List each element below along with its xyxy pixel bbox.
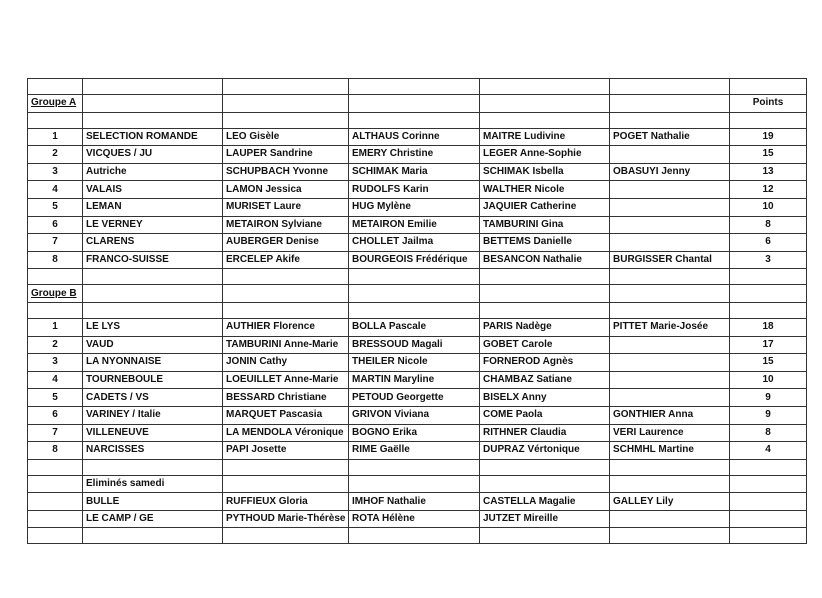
empty-cell	[349, 528, 480, 544]
points-cell: 18	[730, 318, 807, 336]
team-cell: LE LYS	[83, 318, 223, 336]
points-cell: 9	[730, 389, 807, 407]
player-cell: SCHMHL Martine	[610, 442, 730, 460]
team-cell: SELECTION ROMANDE	[83, 128, 223, 146]
player-cell: PETOUD Georgette	[349, 389, 480, 407]
player-cell: PARIS Nadège	[480, 318, 610, 336]
rank-cell: 3	[28, 163, 83, 181]
table-row	[28, 493, 807, 511]
player-cell: IMHOF Nathalie	[349, 493, 480, 511]
table-row	[28, 354, 807, 372]
empty-cell	[349, 112, 480, 128]
rank-cell: 7	[28, 424, 83, 442]
empty-cell	[223, 285, 349, 303]
player-cell: FORNEROD Agnès	[480, 354, 610, 372]
player-cell: TAMBURINI Gina	[480, 216, 610, 234]
rank-cell: 6	[28, 406, 83, 424]
player-cell: ERCELEP Akife	[223, 251, 349, 269]
team-cell: VILLENEUVE	[83, 424, 223, 442]
player-cell	[610, 336, 730, 354]
empty-cell	[28, 459, 83, 475]
player-cell: SCHUPBACH Yvonne	[223, 163, 349, 181]
team-cell: VARINEY / Italie	[83, 406, 223, 424]
points-cell: 3	[730, 251, 807, 269]
points-cell: 15	[730, 354, 807, 372]
empty-cell	[480, 112, 610, 128]
table-row	[28, 234, 807, 252]
empty-cell	[223, 459, 349, 475]
player-cell: METAIRON Sylviane	[223, 216, 349, 234]
empty-cell	[610, 95, 730, 113]
player-cell: AUBERGER Denise	[223, 234, 349, 252]
points-cell: 10	[730, 371, 807, 389]
group-header-row	[28, 285, 807, 303]
empty-cell	[223, 528, 349, 544]
points-header: Points	[730, 95, 807, 113]
player-cell: MARTIN Maryline	[349, 371, 480, 389]
empty-cell	[83, 95, 223, 113]
points-cell: 10	[730, 198, 807, 216]
player-cell: JAQUIER Catherine	[480, 198, 610, 216]
empty-cell	[349, 285, 480, 303]
rank-cell: 1	[28, 318, 83, 336]
player-cell: BOGNO Erika	[349, 424, 480, 442]
team-cell: VALAIS	[83, 181, 223, 199]
empty-cell	[223, 475, 349, 493]
empty-cell	[83, 528, 223, 544]
player-cell	[610, 389, 730, 407]
player-cell: BESSARD Christiane	[223, 389, 349, 407]
empty-cell	[223, 79, 349, 95]
player-cell: HUG Mylène	[349, 198, 480, 216]
spacer-row	[28, 459, 807, 475]
rank-cell: 7	[28, 234, 83, 252]
player-cell: SCHIMAK Maria	[349, 163, 480, 181]
empty-cell	[28, 112, 83, 128]
points-cell: 8	[730, 216, 807, 234]
empty-cell	[349, 302, 480, 318]
team-cell: VAUD	[83, 336, 223, 354]
player-cell	[610, 510, 730, 528]
rank-cell: 2	[28, 146, 83, 164]
player-cell: BESANCON Nathalie	[480, 251, 610, 269]
empty-cell	[83, 459, 223, 475]
empty-cell	[28, 475, 83, 493]
spacer-row	[28, 269, 807, 285]
empty-cell	[610, 269, 730, 285]
empty-cell	[28, 302, 83, 318]
table-row	[28, 336, 807, 354]
empty-cell	[223, 269, 349, 285]
empty-cell	[610, 302, 730, 318]
points-header	[730, 285, 807, 303]
team-cell: FRANCO-SUISSE	[83, 251, 223, 269]
table-row	[28, 510, 807, 528]
player-cell: CHOLLET Jailma	[349, 234, 480, 252]
player-cell: BRESSOUD Magali	[349, 336, 480, 354]
player-cell: RUDOLFS Karin	[349, 181, 480, 199]
player-cell: GALLEY Lily	[610, 493, 730, 511]
player-cell: LEGER Anne-Sophie	[480, 146, 610, 164]
rank-cell: 8	[28, 442, 83, 460]
empty-cell	[730, 493, 807, 511]
empty-cell	[480, 475, 610, 493]
empty-cell	[610, 285, 730, 303]
player-cell: DUPRAZ Vértonique	[480, 442, 610, 460]
table-row	[28, 146, 807, 164]
empty-cell	[730, 269, 807, 285]
empty-cell	[610, 528, 730, 544]
rank-cell: 5	[28, 198, 83, 216]
team-cell: LE VERNEY	[83, 216, 223, 234]
team-cell: Autriche	[83, 163, 223, 181]
group-title: Groupe B	[28, 285, 83, 303]
team-cell: LEMAN	[83, 198, 223, 216]
team-cell: VICQUES / JU	[83, 146, 223, 164]
empty-cell	[28, 528, 83, 544]
eliminated-title: Eliminés samedi	[83, 475, 223, 493]
table-row	[28, 389, 807, 407]
points-cell: 6	[730, 234, 807, 252]
empty-cell	[480, 528, 610, 544]
table-row	[28, 128, 807, 146]
spacer-row	[28, 79, 807, 95]
player-cell: BOLLA Pascale	[349, 318, 480, 336]
rank-cell: 3	[28, 354, 83, 372]
empty-cell	[349, 95, 480, 113]
empty-cell	[223, 112, 349, 128]
empty-cell	[610, 459, 730, 475]
player-cell: JONIN Cathy	[223, 354, 349, 372]
table-row	[28, 163, 807, 181]
group-title: Groupe A	[28, 95, 83, 113]
empty-cell	[28, 510, 83, 528]
empty-cell	[28, 493, 83, 511]
player-cell: TAMBURINI Anne-Marie	[223, 336, 349, 354]
team-cell: NARCISSES	[83, 442, 223, 460]
player-cell: LAUPER Sandrine	[223, 146, 349, 164]
empty-cell	[730, 475, 807, 493]
results-table	[27, 78, 807, 544]
points-cell: 13	[730, 163, 807, 181]
points-cell: 8	[730, 424, 807, 442]
points-cell: 15	[730, 146, 807, 164]
team-cell: LE CAMP / GE	[83, 510, 223, 528]
player-cell: PYTHOUD Marie-Thérèse	[223, 510, 349, 528]
player-cell: BURGISSER Chantal	[610, 251, 730, 269]
player-cell: ALTHAUS Corinne	[349, 128, 480, 146]
table-row	[28, 251, 807, 269]
rank-cell: 8	[28, 251, 83, 269]
player-cell: METAIRON Emilie	[349, 216, 480, 234]
table-row	[28, 424, 807, 442]
empty-cell	[730, 112, 807, 128]
player-cell: VERI Laurence	[610, 424, 730, 442]
player-cell: LA MENDOLA Véronique	[223, 424, 349, 442]
player-cell: LOEUILLET Anne-Marie	[223, 371, 349, 389]
empty-cell	[83, 112, 223, 128]
player-cell: PITTET Marie-Josée	[610, 318, 730, 336]
empty-cell	[480, 95, 610, 113]
player-cell: GRIVON Viviana	[349, 406, 480, 424]
empty-cell	[83, 79, 223, 95]
empty-cell	[480, 302, 610, 318]
empty-cell	[83, 285, 223, 303]
player-cell	[610, 181, 730, 199]
player-cell: EMERY Christine	[349, 146, 480, 164]
results-body	[28, 79, 807, 544]
player-cell: MAITRE Ludivine	[480, 128, 610, 146]
player-cell: ROTA Hélène	[349, 510, 480, 528]
empty-cell	[610, 112, 730, 128]
player-cell: BOURGEOIS Frédérique	[349, 251, 480, 269]
empty-cell	[83, 302, 223, 318]
empty-cell	[223, 95, 349, 113]
points-cell: 19	[730, 128, 807, 146]
team-cell: TOURNEBOULE	[83, 371, 223, 389]
player-cell: RITHNER Claudia	[480, 424, 610, 442]
team-cell: CLARENS	[83, 234, 223, 252]
player-cell: SCHIMAK Isbella	[480, 163, 610, 181]
spacer-row	[28, 528, 807, 544]
empty-cell	[223, 302, 349, 318]
player-cell: AUTHIER Florence	[223, 318, 349, 336]
points-cell: 9	[730, 406, 807, 424]
player-cell	[610, 371, 730, 389]
player-cell	[610, 216, 730, 234]
player-cell: CHAMBAZ Satiane	[480, 371, 610, 389]
player-cell	[610, 234, 730, 252]
empty-cell	[730, 302, 807, 318]
player-cell: MARQUET Pascasia	[223, 406, 349, 424]
player-cell: THEILER Nicole	[349, 354, 480, 372]
player-cell	[610, 198, 730, 216]
points-cell: 17	[730, 336, 807, 354]
rank-cell: 1	[28, 128, 83, 146]
player-cell: WALTHER Nicole	[480, 181, 610, 199]
table-row	[28, 318, 807, 336]
player-cell: POGET Nathalie	[610, 128, 730, 146]
table-row	[28, 371, 807, 389]
player-cell	[610, 354, 730, 372]
empty-cell	[610, 79, 730, 95]
eliminated-header-row	[28, 475, 807, 493]
rank-cell: 4	[28, 181, 83, 199]
empty-cell	[349, 475, 480, 493]
empty-cell	[28, 79, 83, 95]
player-cell: JUTZET Mireille	[480, 510, 610, 528]
player-cell: LEO Gisèle	[223, 128, 349, 146]
empty-cell	[83, 269, 223, 285]
player-cell: RIME Gaëlle	[349, 442, 480, 460]
rank-cell: 2	[28, 336, 83, 354]
player-cell: COME Paola	[480, 406, 610, 424]
empty-cell	[28, 269, 83, 285]
group-header-row	[28, 95, 807, 113]
rank-cell: 4	[28, 371, 83, 389]
table-row	[28, 181, 807, 199]
empty-cell	[480, 269, 610, 285]
empty-cell	[730, 79, 807, 95]
empty-cell	[349, 269, 480, 285]
rank-cell: 5	[28, 389, 83, 407]
player-cell	[610, 146, 730, 164]
points-cell: 4	[730, 442, 807, 460]
team-cell: BULLE	[83, 493, 223, 511]
empty-cell	[730, 459, 807, 475]
spacer-row	[28, 302, 807, 318]
empty-cell	[730, 510, 807, 528]
table-row	[28, 406, 807, 424]
table-row	[28, 442, 807, 460]
player-cell: BISELX Anny	[480, 389, 610, 407]
player-cell: LAMON Jessica	[223, 181, 349, 199]
points-cell: 12	[730, 181, 807, 199]
team-cell: CADETS / VS	[83, 389, 223, 407]
player-cell: GONTHIER Anna	[610, 406, 730, 424]
player-cell: MURISET Laure	[223, 198, 349, 216]
empty-cell	[480, 285, 610, 303]
empty-cell	[349, 459, 480, 475]
player-cell: BETTEMS Danielle	[480, 234, 610, 252]
player-cell: PAPI Josette	[223, 442, 349, 460]
player-cell: GOBET Carole	[480, 336, 610, 354]
player-cell: RUFFIEUX Gloria	[223, 493, 349, 511]
empty-cell	[480, 79, 610, 95]
empty-cell	[349, 79, 480, 95]
team-cell: LA NYONNAISE	[83, 354, 223, 372]
table-row	[28, 216, 807, 234]
table-row	[28, 198, 807, 216]
rank-cell: 6	[28, 216, 83, 234]
empty-cell	[610, 475, 730, 493]
player-cell: CASTELLA Magalie	[480, 493, 610, 511]
empty-cell	[480, 459, 610, 475]
spacer-row	[28, 112, 807, 128]
player-cell: OBASUYI Jenny	[610, 163, 730, 181]
empty-cell	[730, 528, 807, 544]
